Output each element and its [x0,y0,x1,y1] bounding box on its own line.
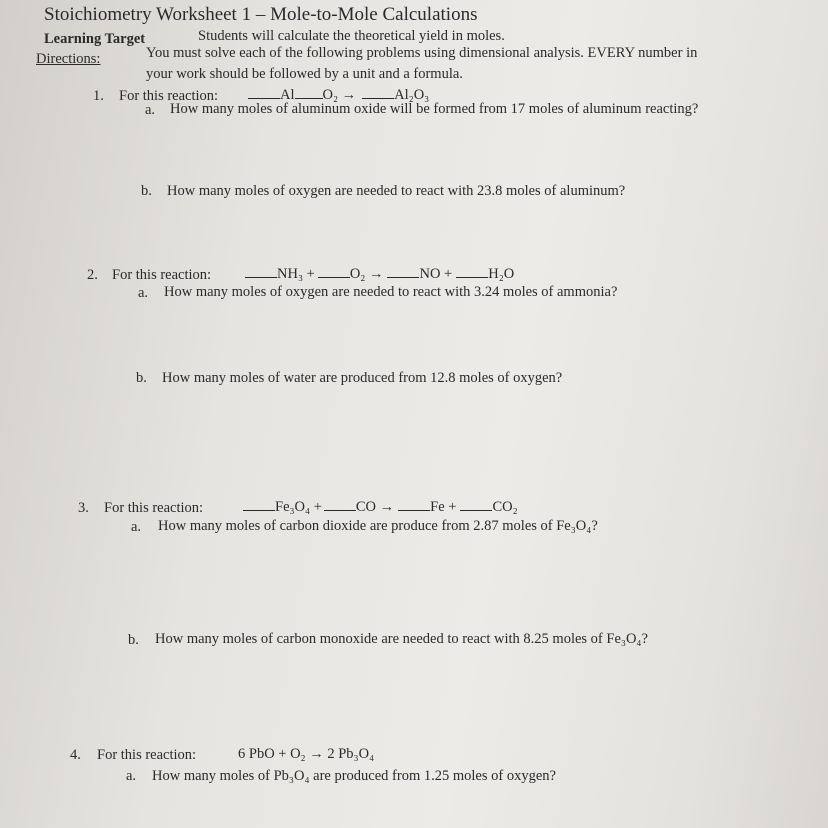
problem-3b-question: How many moles of carbon monoxide are needed to react with 8.25 moles of Fe₃O₄? [155,631,648,647]
problem-3-reaction [243,498,518,516]
product-term: H₂O [488,266,515,282]
coefficient-blank[interactable] [245,265,277,278]
product-term: Fe + [430,499,457,515]
problem-3b-letter: b. [128,632,139,648]
problem-3a-letter: a. [131,519,142,535]
directions-line-2: your work should be followed by a unit and a formula. [146,66,463,82]
problem-4a-letter: a. [126,768,137,784]
coefficient-blank[interactable] [398,498,430,511]
coefficient-blank[interactable] [248,86,280,99]
reactant-term: NH₃ + [277,266,315,282]
learning-target-label: Learning Target [44,31,146,47]
problem-2b-question: How many moles of water are produced from 12.8 moles of oxygen? [162,370,563,386]
problem-4-equation: 6 PbO + O₂ → 2 Pb₃O₄ [238,746,375,762]
coefficient-blank[interactable] [362,86,394,99]
problem-4-number: 4. [70,747,81,763]
problem-3-number: 3. [78,500,89,516]
page-title: Stoichiometry Worksheet 1 – Mole-to-Mole Calculations [44,4,478,25]
coefficient-blank[interactable] [324,498,356,511]
problem-2a-question: How many moles of oxygen are needed to react with 3.24 moles of ammonia? [164,284,618,300]
problem-1-intro: For this reaction: [119,88,219,104]
problem-4a-question: How many moles of Pb₃O₄ are produced from 1.25 moles of oxygen? [152,768,556,784]
directions-line-1: You must solve each of the following problems using dimensional analysis. EVERY number in [146,45,698,61]
problem-2b-letter: b. [136,370,147,386]
reactant-term: O₂ → [322,87,357,103]
coefficient-blank[interactable] [243,498,275,511]
coefficient-blank[interactable] [318,265,350,278]
product-term: Al₂O₃ [394,87,430,103]
product-term: NO + [419,266,453,282]
coefficient-blank[interactable] [460,498,492,511]
problem-4-intro: For this reaction: [97,747,197,763]
problem-2-number: 2. [87,267,98,283]
reactant-term: Fe₃O₄ + [275,499,322,515]
coefficient-blank[interactable] [295,86,323,99]
problem-2a-letter: a. [138,285,149,301]
problem-1b-letter: b. [141,183,152,199]
problem-3-intro: For this reaction: [104,500,204,516]
coefficient-blank[interactable] [387,265,419,278]
problem-1a-question: How many moles of aluminum oxide will be formed from 17 moles of aluminum reacting? [170,101,699,117]
learning-target-text: Students will calculate the theoretical yield in moles. [198,28,505,44]
product-term: CO₂ [492,499,518,515]
problem-1-number: 1. [93,88,104,104]
reactant-term: CO → [355,499,395,515]
directions-label: Directions: [36,51,101,67]
reactant-term: Al [280,87,295,103]
problem-2-intro: For this reaction: [112,267,212,283]
reactant-term: O₂ → [349,266,384,282]
problem-1a-letter: a. [145,102,156,118]
problem-1b-question: How many moles of oxygen are needed to react with 23.8 moles of aluminum? [167,183,626,199]
coefficient-blank[interactable] [456,265,488,278]
problem-3a-question: How many moles of carbon dioxide are produce from 2.87 moles of Fe₃O₄? [158,518,598,534]
problem-2-reaction [245,265,514,283]
